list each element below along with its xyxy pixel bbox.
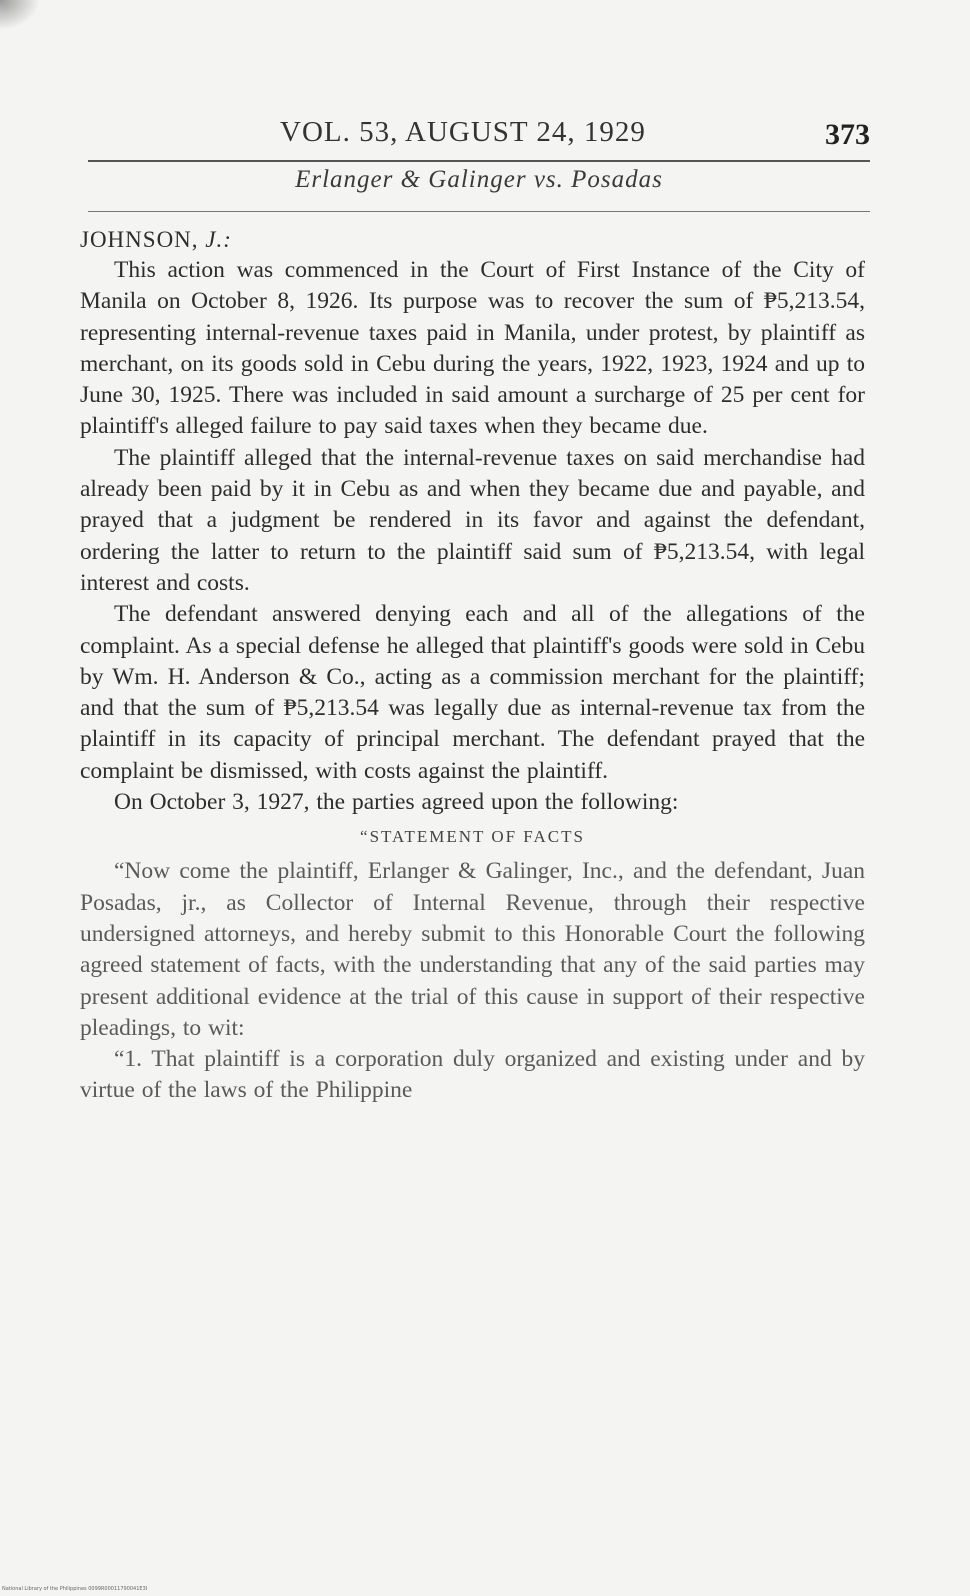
page-number: 373 xyxy=(825,118,870,151)
paragraph-plaintiff-allegation: The plaintiff alleged that the internal-revenue taxes on said merchandise had already been paid by it in Cebu as and when they became due and payable, and prayed that a judgment be rendered in its favor and against the defendant, ordering the latter to return to the plaintiff said sum of ₱5,213.54, with legal interest and costs. xyxy=(80,444,865,596)
paragraph-action: This action was commenced in the Court of First Instance of the City of Manila on October 8, 1926. Its purpose was to recover the sum of ₱5,213.54, representing internal-revenue taxes paid in Manila, under protest, by plaintiff as merchant, on its goods sold in Cebu during the years, 1922, 1923, 1924 and up to June 30, 1925. There was included in said amount a surcharge of 25 per cent for plaintiff's alleged failure to pay said taxes when they became due. xyxy=(80,257,865,440)
scan-corner-shadow xyxy=(0,0,40,30)
statement-of-facts-heading: “STATEMENT OF FACTS xyxy=(360,827,585,847)
header-rule-bottom xyxy=(88,211,870,212)
header-rule-top xyxy=(88,160,870,162)
opinion-body xyxy=(80,224,865,1107)
statement-paragraph-1: “1. That plaintiff is a corporation duly organized and existing under and by virtue of the laws of the Philippine xyxy=(80,1046,865,1104)
opinion-author xyxy=(80,224,865,255)
paragraph-agreement: On October 3, 1927, the parties agreed upon the following: xyxy=(114,789,679,816)
case-title: Erlanger & Galinger vs. Posadas xyxy=(295,166,663,193)
scan-credit: National Library of the Philippines 0099R00011790041E3I xyxy=(2,1586,148,1592)
volume-date-line: VOL. 53, AUGUST 24, 1929 xyxy=(280,116,646,148)
author-name: JOHNSON, xyxy=(80,227,199,252)
statement-paragraph-intro: “Now come the plaintiff, Erlanger & Galinger, Inc., and the defendant, Juan Posadas, jr., as Collector of Internal Revenue, through their respective undersigned attorneys, and hereby submit to this Honorable Court the following agreed statement of facts, with the understanding that any of the said parties may present additional evidence at the trial of this cause in support of their respective pleadings, to wit: xyxy=(80,858,865,1041)
paragraph-defendant-answer: The defendant answered denying each and all of the allegations of the complaint. As a special defense he alleged that plaintiff's goods were sold in Cebu by Wm. H. Anderson & Co., acting as a commission merchant for the plaintiff; and that the sum of ₱5,213.54 was legally due as internal-revenue tax from the plaintiff in its capacity of principal merchant. The defendant prayed that the complaint be dismissed, with costs against the plaintiff. xyxy=(80,601,865,784)
author-title: J.: xyxy=(205,227,232,252)
running-head xyxy=(88,110,878,160)
